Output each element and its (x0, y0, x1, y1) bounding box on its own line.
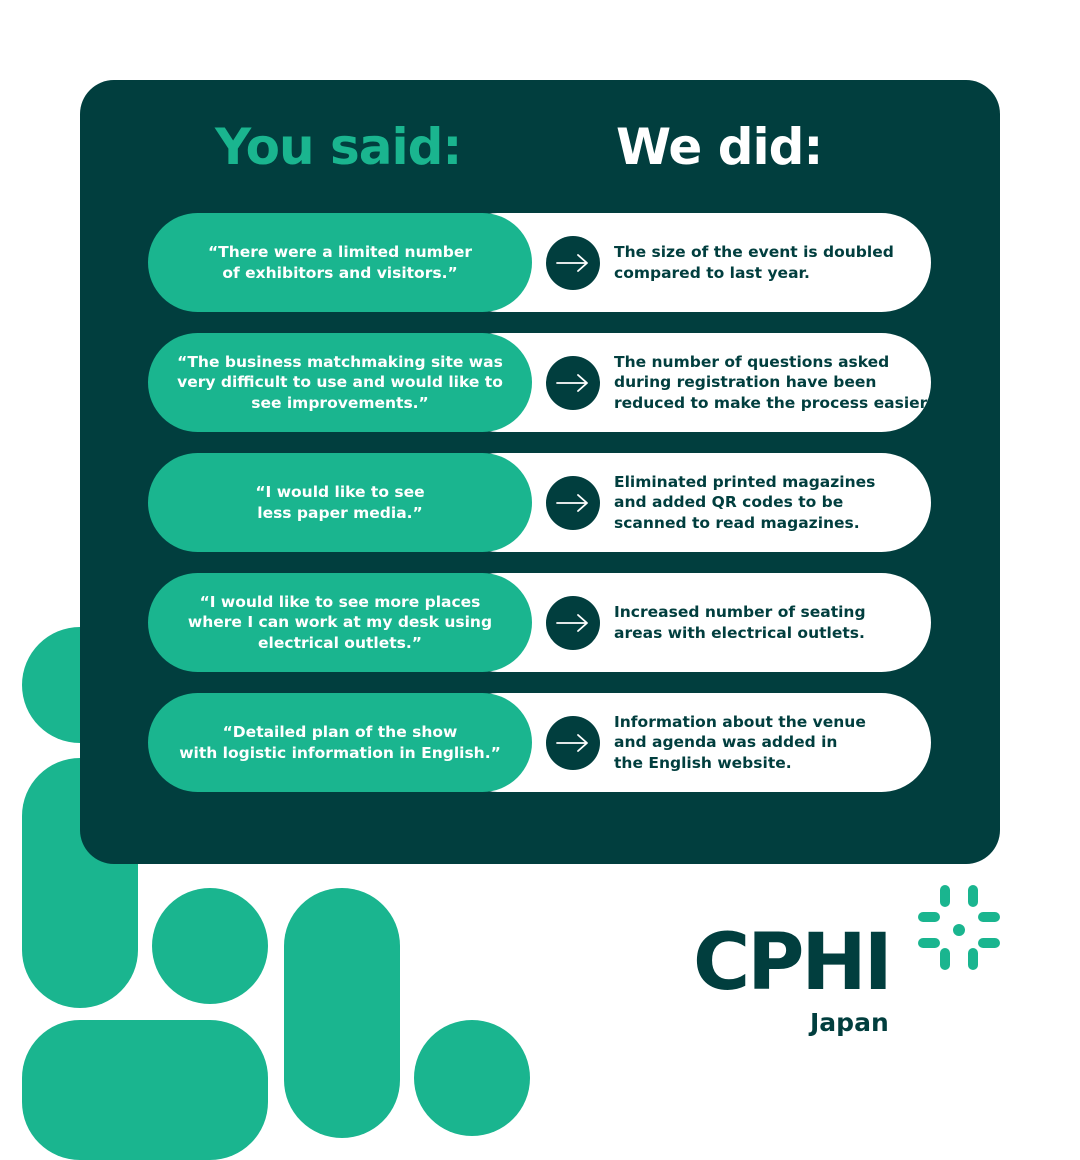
quote-pill (148, 333, 532, 432)
feedback-row (148, 453, 931, 552)
arrow-right-icon (546, 236, 600, 290)
quote-text: “Detailed plan of the show with logistic information in English.” (179, 723, 501, 762)
answer-text: Eliminated printed magazines and added QR codes to be scanned to read magazines. (614, 472, 876, 532)
decor-pill-middle (284, 888, 400, 1138)
answer-text: Information about the venue and agenda was added in the English website. (614, 712, 866, 772)
decor-pill-bottom-left (22, 1020, 268, 1160)
heading-we-did: We did: (616, 118, 823, 176)
quote-text: “There were a limited number of exhibitors and visitors.” (207, 243, 473, 282)
quote-text: “The business matchmaking site was very difficult to use and would like to see improvements.” (177, 352, 503, 412)
logo-region: Japan (810, 1008, 889, 1037)
logo-wordmark: CPHI (693, 918, 890, 1008)
heading-you-said: You said: (215, 118, 462, 176)
quote-pill (148, 213, 532, 312)
decor-circle-middle (152, 888, 268, 1004)
quote-text: “I would like to see more places where I can work at my desk using electrical outlets.” (187, 592, 493, 652)
quote-pill (148, 693, 532, 792)
arrow-right-icon (546, 596, 600, 650)
decor-circle-bottom (414, 1020, 530, 1136)
quote-pill (148, 453, 532, 552)
quote-text: “I would like to see less paper media.” (255, 483, 425, 522)
spark-icon (913, 885, 1003, 975)
arrow-right-icon (546, 356, 600, 410)
answer-text: Increased number of seating areas with electrical outlets. (614, 603, 866, 642)
feedback-row (148, 213, 931, 312)
answer-text: The size of the event is doubled compared to last year. (614, 243, 894, 282)
feedback-row (148, 333, 931, 432)
feedback-row (148, 693, 931, 792)
answer-text: The number of questions asked during registration have been reduced to make the process easier. (614, 352, 931, 412)
quote-pill (148, 573, 532, 672)
arrow-right-icon (546, 716, 600, 770)
arrow-right-icon (546, 476, 600, 530)
feedback-row (148, 573, 931, 672)
